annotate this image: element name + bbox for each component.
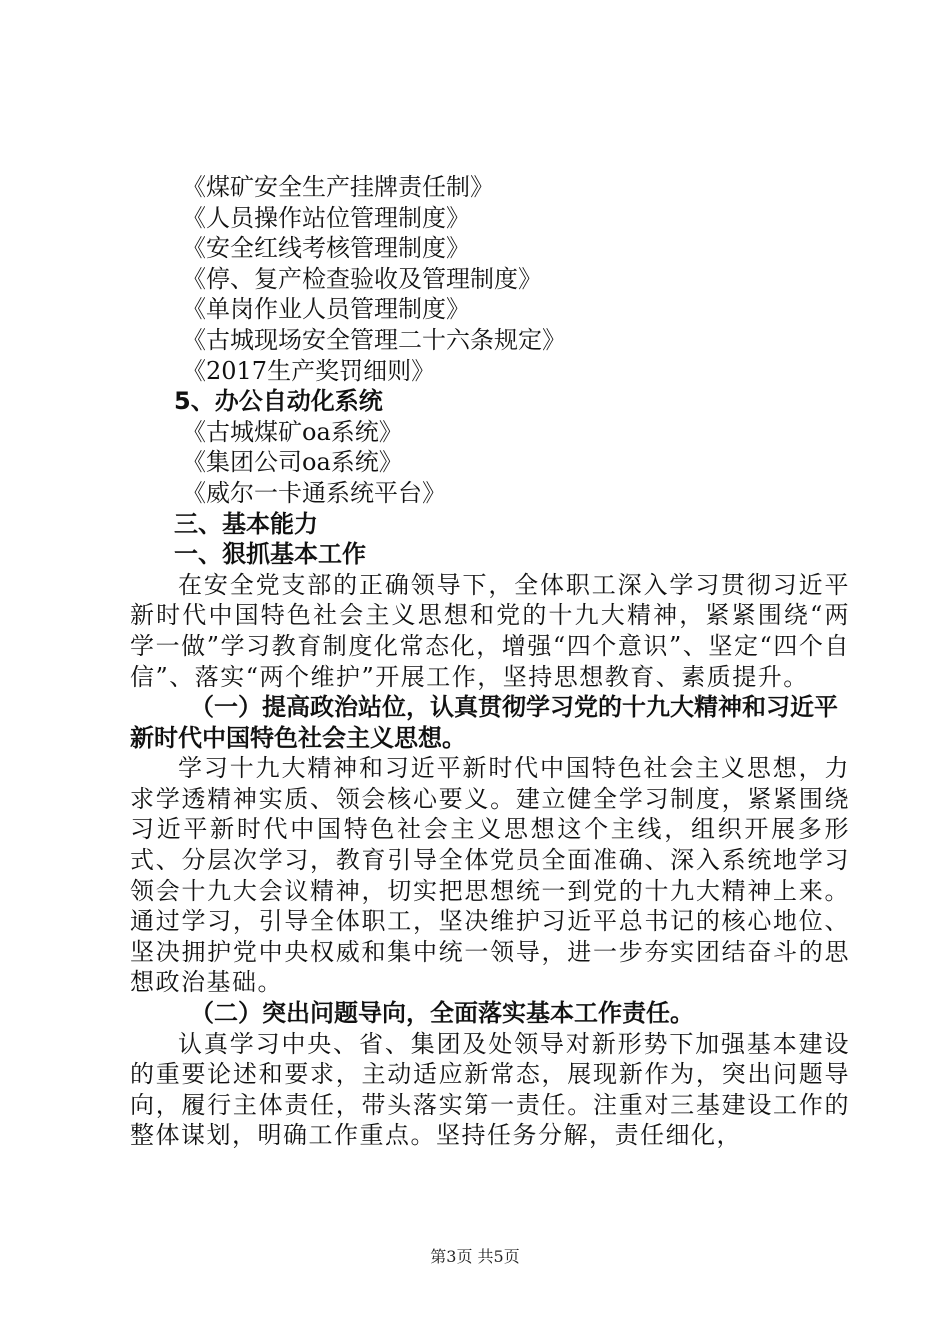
doc-item-1: 《煤矿安全生产挂牌责任制》: [182, 173, 494, 201]
doc-item-7: 《2017生产奖罚细则》: [182, 356, 436, 385]
section5-item-1: 《古城煤矿oa系统》: [182, 417, 403, 446]
section3-sub1-paragraph: 在安全党支部的正确领导下，全体职工深入学习贯彻习近平新时代中国特色社会主义思想和党的十九大精神，紧紧围绕“两学一做”学习教育制度化常态化，增强“四个意识”、坚定“四个自信”、落实“两个维护”开展工作，坚持思想教育、素质提升。: [130, 570, 850, 691]
section5-item-2: 《集团公司oa系统》: [182, 448, 403, 477]
item1-title: （一）提高政治站位，认真贯彻学习党的十九大精神和习近平新时代中国特色社会主义思想。: [130, 693, 838, 752]
item2-title: （二）突出问题导向，全面落实基本工作责任。: [190, 999, 694, 1028]
page-number: 第3页 共5页: [430, 1247, 520, 1266]
item1-paragraph: 学习十九大精神和习近平新时代中国特色社会主义思想，力求学透精神实质、领会核心要义。建立健全学习制度，紧紧围绕习近平新时代中国特色社会主义思想这个主线，组织开展多形式、分层次学习，教育引导全体党员全面准确、深入系统地学习领会十九大会议精神，切实把思想统一到党的十九大精神上来。通过学习，引导全体职工，坚决维护习近平总书记的核心地位、坚决拥护党中央权威和集中统一领导，进一步夯实团结奋斗的思想政治基础。: [130, 754, 850, 997]
doc-item-4: 《停、复产检查验收及管理制度》: [182, 264, 542, 293]
doc-item-6: 《古城现场安全管理二十六条规定》: [182, 325, 566, 354]
doc-item-3: 《安全红线考核管理制度》: [182, 234, 470, 263]
doc-item-5: 《单岗作业人员管理制度》: [182, 295, 470, 324]
doc-item-2: 《人员操作站位管理制度》: [182, 203, 470, 232]
section3-title: 三、基本能力: [174, 509, 318, 538]
section3-sub1-title: 一、狠抓基本工作: [174, 540, 366, 569]
document-body: [130, 172, 850, 1151]
section5-title: 5、办公自动化系统: [174, 387, 383, 416]
item2-paragraph: 认真学习中央、省、集团及处领导对新形势下加强基本建设的重要论述和要求，主动适应新常态，展现新作为，突出问题导向，履行主体责任，带头落实第一责任。注重对三基建设工作的整体谋划，明确工作重点。坚持任务分解，责任细化，: [130, 1029, 850, 1150]
section5-item-3: 《威尔一卡通系统平台》: [182, 478, 446, 507]
